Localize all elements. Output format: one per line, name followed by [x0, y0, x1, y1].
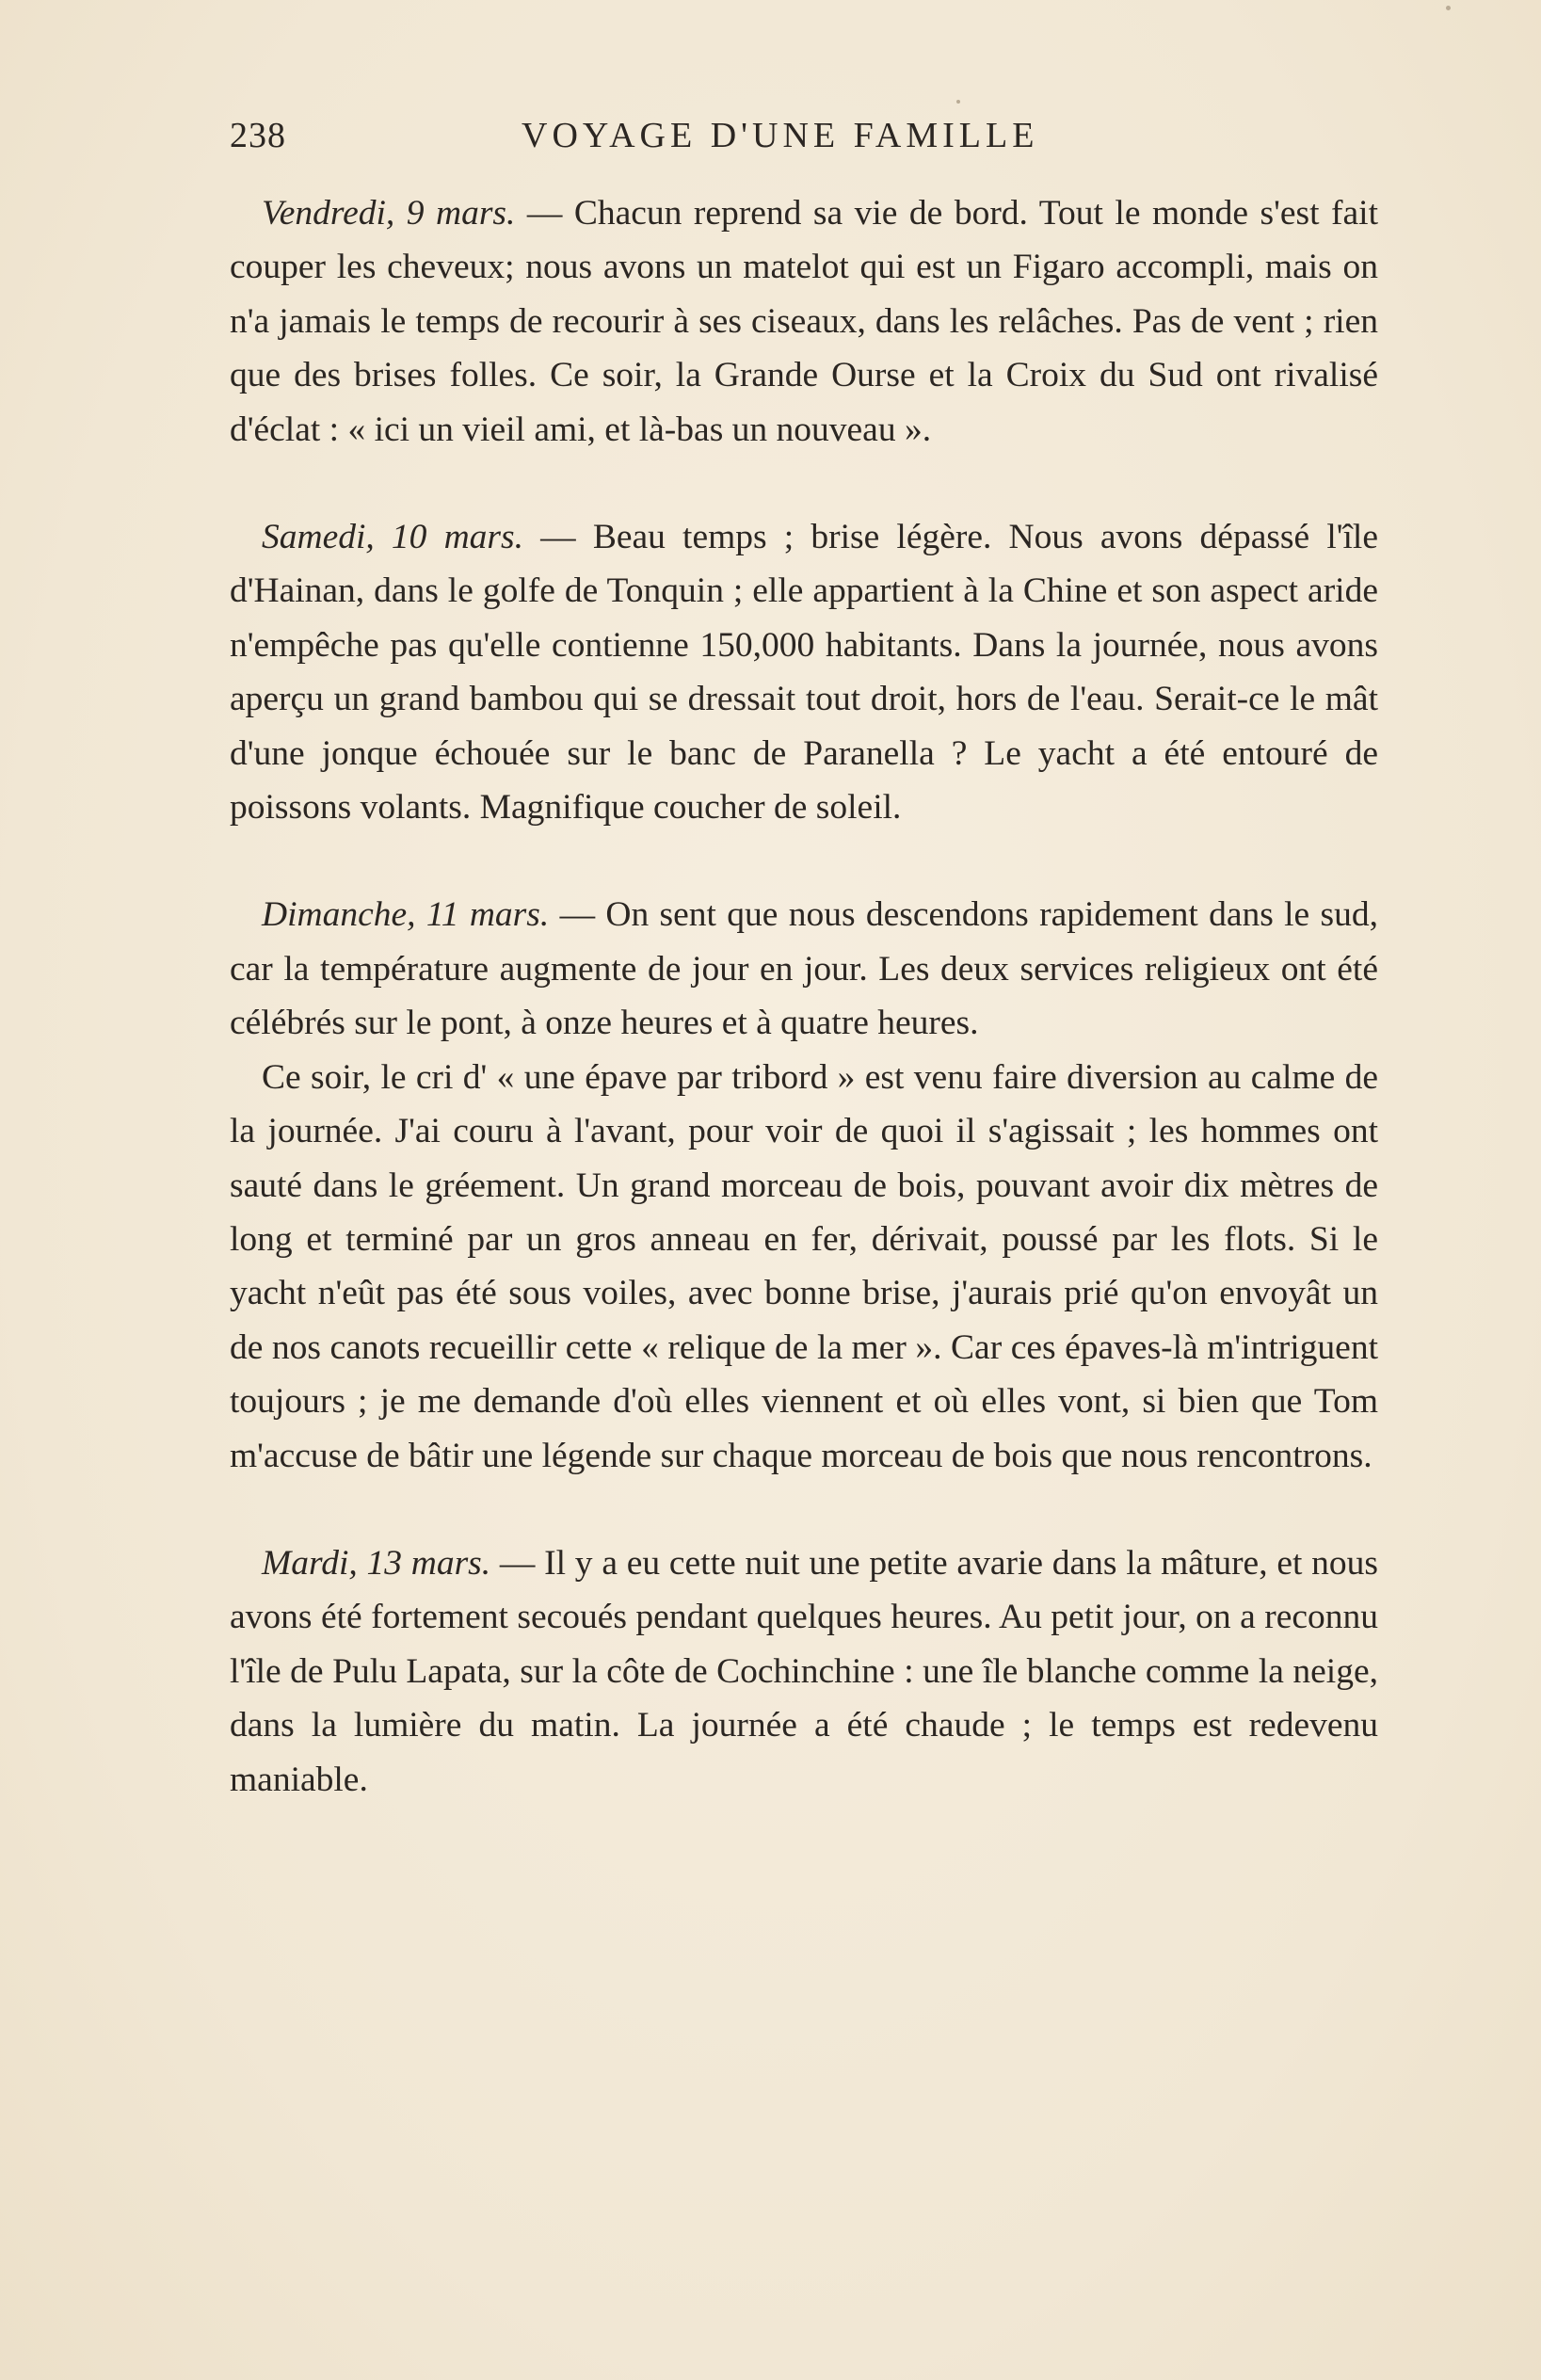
journal-entry-sunday — [230, 888, 1378, 1050]
paper-speck — [956, 100, 960, 104]
entry-date: Dimanche, 11 mars. — [262, 895, 550, 935]
entry-date: Samedi, 10 mars. — [262, 518, 523, 557]
entry-body: — Il y a eu cette nuit une petite avarie dans la mâture, et nous avons été fortement secoués pendant quelques heures. Au petit jour, on a reconnu l'île de Pulu Lapata, sur la côte de Cochinchine : une île blanche comme la neige, dans la lumière du matin. La journée a été chaude ; le temps est redevenu maniable. — [230, 1543, 1378, 1799]
journal-entry-tuesday — [230, 1536, 1378, 1807]
journal-entry-saturday — [230, 510, 1378, 834]
entry-date: Mardi, 13 mars. — [262, 1543, 491, 1583]
entry-date: Vendredi, 9 mars. — [262, 194, 516, 233]
running-head — [230, 115, 1375, 162]
journal-entry-sunday-continued — [230, 1051, 1378, 1483]
journal-entry-friday — [230, 186, 1378, 457]
entry-body: — Chacun reprend sa vie de bord. Tout le monde s'est fait couper les cheveux; nous avons un matelot qui est un Figaro accompli, mais on n'a jamais le temps de recourir à ses ciseaux, dans les relâches. Pas de vent ; rien que des brises folles. Ce soir, la Grande Ourse et la Croix du Sud ont rivalisé d'éclat : « ici un vieil ami, et là-bas un nouveau ». — [230, 194, 1378, 449]
paper-speck — [1446, 6, 1451, 10]
entry-body: — Beau temps ; brise légère. Nous avons dépassé l'île d'Hainan, dans le golfe de Tonquin ; elle appartient à la Chine et son aspect aride n'empêche pas qu'elle contienne 150,000 habitants. Dans la journée, nous avons aperçu un grand bambou qui se dressait tout droit, hors de l'eau. Serait-ce le mât d'une jonque échouée sur le banc de Paranella ? Le yacht a été entouré de poissons volants. Magnifique coucher de soleil. — [230, 518, 1378, 828]
journal-text — [230, 186, 1378, 1807]
entry-body: — On sent que nous descendons rapidement dans le sud, car la température augmente de jour en jour. Les deux services religieux ont été célébrés sur le pont, à onze heures et à quatre heures. — [230, 895, 1378, 1043]
entry-body: Ce soir, le cri d' « une épave par tribord » est venu faire diversion au calme de la journée. J'ai couru à l'avant, pour voir de quoi il s'agissait ; les hommes ont sauté dans le gréement. Un grand morceau de bois, pouvant avoir dix mètres de long et terminé par un gros anneau en fer, dérivait, poussé par les flots. Si le yacht n'eût pas été sous voiles, avec bonne brise, j'aurais prié qu'on envoyât un de nos canots recueillir cette « relique de la mer ». Car ces épaves-là m'intriguent toujours ; je me demande d'où elles viennent et où elles vont, si bien que Tom m'accuse de bâtir une légende sur chaque morceau de bois que nous rencontrons. — [230, 1057, 1378, 1475]
page-number: 238 — [230, 116, 286, 155]
running-title: VOYAGE D'UNE FAMILLE — [522, 116, 1039, 155]
